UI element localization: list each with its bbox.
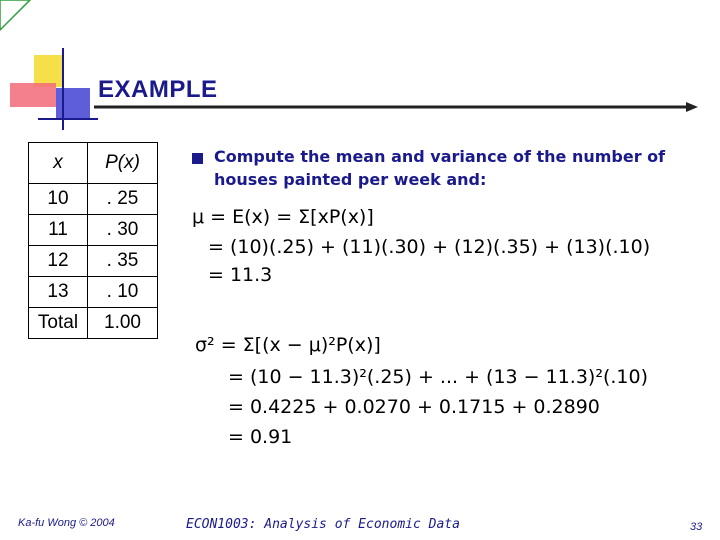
table-cell-x: 10 — [29, 184, 88, 215]
table-cell-x: Total — [29, 308, 88, 339]
column-header-x: x — [29, 143, 88, 184]
table-cell-px: . 30 — [88, 215, 158, 246]
probability-table — [28, 142, 158, 339]
footer-page-number: 33 — [690, 521, 703, 533]
table-row — [29, 277, 158, 308]
table-row — [29, 215, 158, 246]
table-cell-px: . 10 — [88, 277, 158, 308]
title-rule-arrow — [38, 101, 698, 113]
variance-equation-line: σ² = Σ[(x − μ)²P(x)] — [195, 334, 381, 356]
table-cell-x: 11 — [29, 215, 88, 246]
mean-equation-line: = (10)(.25) + (11)(.30) + (12)(.35) + (13)(.10) — [208, 236, 651, 258]
slide-title: EXAMPLE — [98, 76, 218, 103]
footer-author: Ka-fu Wong © 2004 — [18, 517, 115, 529]
table-header-row — [29, 143, 158, 184]
table-row — [29, 246, 158, 277]
footer-course: ECON1003: Analysis of Economic Data — [186, 517, 460, 532]
table-total-row — [29, 308, 158, 339]
table-cell-x: 13 — [29, 277, 88, 308]
table-cell-px: . 35 — [88, 246, 158, 277]
bullet-square-icon — [192, 153, 203, 164]
mean-equation-line: = 11.3 — [208, 264, 273, 286]
problem-prompt: Compute the mean and variance of the number of houses painted per week and: — [214, 147, 666, 189]
variance-equation-line: = (10 − 11.3)²(.25) + ... + (13 − 11.3)²(.10) — [228, 366, 649, 388]
table-cell-px: 1.00 — [88, 308, 158, 339]
table-row — [29, 184, 158, 215]
mean-equation-line: μ = E(x) = Σ[xP(x)] — [192, 206, 374, 228]
title-decoration-squares — [0, 0, 100, 135]
column-header-px: P(x) — [88, 143, 158, 184]
table-cell-px: . 25 — [88, 184, 158, 215]
variance-equation-line: = 0.91 — [228, 426, 293, 448]
variance-equation-line: = 0.4225 + 0.0270 + 0.1715 + 0.2890 — [228, 396, 600, 418]
table-cell-x: 12 — [29, 246, 88, 277]
